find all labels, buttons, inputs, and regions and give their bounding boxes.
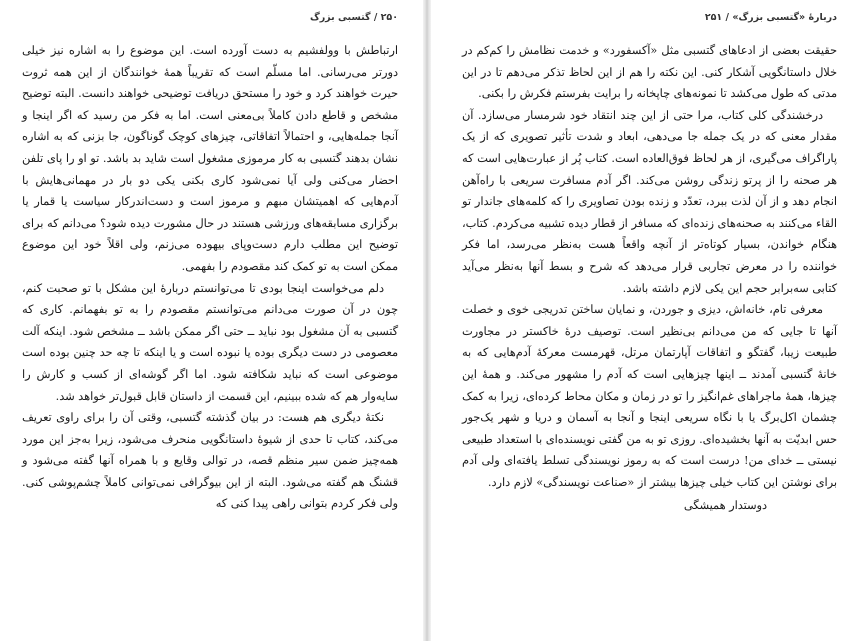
right-paragraph-3: معرفی تام، خانه‌اش، دیزی و جوردن، و نمایان ساختن تدریجی خوی و خصلت آنها تا جایی که من می‌دانم بی‌نظیر است. توصیف درهٔ خاکستر در مجاورت طبیعت زیبا، گفتگو و اتفاقات آپارتمان مرتل، قهرمست معرکهٔ آدم‌هایی که به خانهٔ گتسبی آمدند ــ اینها چیزهایی است که آدم را مشهور می‌کند. و همهٔ این چیزها، همهٔ ماجراهای غم‌انگیز را تو در زمان و مکان محاط کرده‌ای، زیرا به کمک چشمان اکل‌برگ یا با نگاه سریعی اینجا و آنجا به آسمان و دریا و شهر یک‌جور حس ابدیّت به آنها بخشیده‌ای. روزی تو به من گفتی نویسنده‌ای با استعداد طبیعی نیستی ــ خدای من! درست است که به رموز نویسندگی تسلط یافته‌ای ولی آدم برای نوشتن این کتاب خیلی چیزها بیشتر از «صناعت نویسندگی» لازم دارد. <box>462 303 837 489</box>
right-page <box>436 0 859 641</box>
letter-signature: دوستدار همیشگی <box>683 499 767 513</box>
left-paragraph-2: دلم می‌خواست اینجا بودی تا می‌توانستم دربارهٔ این مشکل با تو صحبت کنم، چون در آن صورت می‌دانم می‌توانستم مقصودم را به تو بفهمانم. کاری که گتسبی به آن مشغول بود نباید ــ حتی اگر ممکن باشد ــ مشخص شود. اینکه آلت معصومی در دست دیگری بوده یا نبوده است و یا اینکه تا چه حد چنین بوده است موضوعی است که نباید شکافته شود. اما اگر گوشه‌ای از کسب و کارش را سایه‌وار هم که شده ببینیم، این قسمت از داستان قابل قبول‌تر خواهد شد. <box>22 281 398 403</box>
right-paragraph-2: درخشندگی کلی کتاب، مرا حتی از این چند انتقاد خود شرمسار می‌سازد. آن مقدار معنی که در یک جمله جا می‌دهی، ابعاد و شدت تأثیر تصویری که از یک پاراگراف می‌گیری، از هر لحاظ فوق‌العاده است. کتاب پُر از عبارت‌هایی است که هر صحنه را از پرتو زندگی روشن می‌کند. اگر آدم مسافرت سریعی با راه‌آهن انجام دهد و از آن لذت ببرد، تعدّد و زنده بودن تصاویری را که کلمه‌های جاندار تو القاء می‌کنند به صحنه‌های زنده‌ای که مسافر از قطار دیده تشبیه می‌کردم. کتاب، هنگام خواندن، بسیار کوتاه‌تر از آنچه واقعاً هست به‌نظر می‌رسد، اما فکر خواننده را در معرض تجاربی قرار می‌دهد که شرح و بسط آنها به‌نظر می‌آید کتابی سه‌برابر حجم این یکی لازم داشته باشد. <box>462 108 837 295</box>
right-paragraph-1: حقیقت بعضی از ادعاهای گتسبی مثل «آکسفورد» و خدمت نظامش را کم‌کم در خلال داستانگویی آشکار کنی. این نکته را هم از این لحاظ تذکر می‌دهم تا در این مدتی که طول می‌کشد تا نمونه‌های چاپخانه را برایت بفرستم فکرش را بکنی. <box>462 44 837 101</box>
right-running-head: دربارهٔ «گتسبی بزرگ» / ۲۵۱ <box>704 12 837 23</box>
left-page <box>0 0 420 641</box>
left-running-head: ۲۵۰ / گتسبی بزرگ <box>309 12 398 23</box>
left-paragraph-1: ارتباطش با وولفشیم به دست آورده است. این موضوع را به اشاره نیز خیلی دورتر می‌رسانی. اما مسلّم است که تقریباً همهٔ خوانندگان از این همه ثروت حیرت خواهند کرد و خود را مستحق دریافت توضیحی خواهند دانست. البته توضیح مشخص و قاطع دادن کاملاً بی‌معنی است. اما به فکر من رسید که اگر اینجا و آنجا جمله‌هایی، و احتمالاً اتفاقاتی، چیزهای کوچک گوناگون، جا بزنی که به اشاره نشان بدهند گتسبی به کار مرموزی مشغول است شاید بد باشد. تو او را پای تلفن احضار می‌کنی ولی آیا نمی‌شود کاری بکنی یکی دو بار در مهمانی‌هایش با آدم‌هایی که اهمیتشان مبهم و مرموز است و دست‌اندرکار سیاست یا قمار یا برگزاری مسابقه‌های ورزشی هستند در حال مشورت دیده شود؟ می‌دانم که برای توضیح این مطلب دارم دست‌وپای بیهوده می‌زنم، ولی اقلاً خود این موضوع ممکن است به تو کمک کند مقصودم را بفهمی. <box>22 44 398 273</box>
left-paragraph-3: نکتهٔ دیگری هم هست: در بیان گذشته گتسبی، وقتی آن را برای راوی تعریف می‌کند، کتاب تا حدی از شیوهٔ داستانگویی منحرف می‌شود، زیرا به‌جز این مورد همه‌چیز ضمن سیر منظم قصه، در توالی وقایع و با همراه آنها گفته می‌شود و قشنگ هم گفته می‌شود. البته از این بیوگرافی نمی‌توانی کاملاً چشم‌پوشی کنی. ولی فکر کردم بتوانی راهی پیدا کنی که <box>22 411 398 511</box>
left-page-text <box>22 40 398 515</box>
book-gutter <box>423 0 431 641</box>
right-page-text <box>462 40 837 493</box>
